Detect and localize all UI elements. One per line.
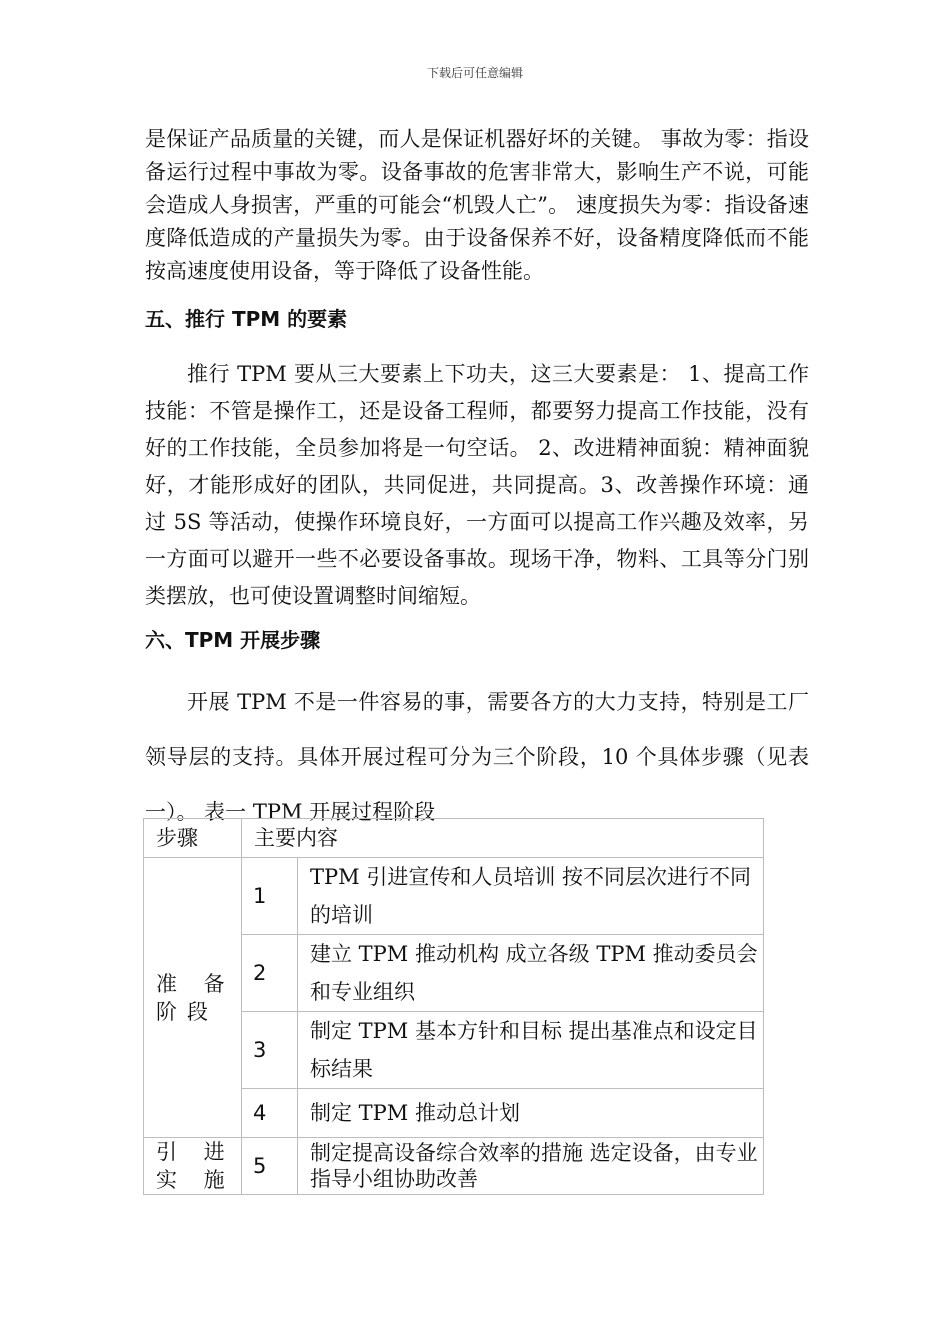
page-header-note: 下载后可任意编辑 — [426, 66, 523, 80]
header-content: 主要内容 — [242, 819, 764, 858]
intro-paragraph: 是保证产品质量的关键，而人是保证机器好坏的关键。 事故为零：指设备运行过程中事故为零。设备事故的危害非常大，影响生产不说，可能会造成人身损害，严重的可能会“机毁人亡”。 速度损失为零：指设备速度降低造成的产量损失为零。由于设备保养不好，设备精度降低而不能按高速度使用设备，等于降低了设备性能。 — [145, 127, 809, 283]
step-number: 2 — [242, 935, 298, 1012]
step-number: 3 — [242, 1012, 298, 1089]
header-step: 步骤 — [144, 819, 242, 858]
tpm-stage-table — [143, 818, 764, 1195]
stage-cell — [144, 1138, 242, 1195]
section-5-title: 五、推行 TPM 的要素 — [145, 307, 348, 331]
step-content: 制定 TPM 推动总计划 — [298, 1089, 764, 1138]
stage-cell — [144, 858, 242, 1138]
step-number: 5 — [242, 1138, 298, 1195]
step-content: 建立 TPM 推动机构 成立各级 TPM 推动委员会和专业组织 — [298, 935, 764, 1012]
stage-label: 引 进实 施 — [156, 1140, 235, 1192]
table-row — [144, 858, 764, 935]
step-number: 1 — [242, 858, 298, 935]
table-header-row — [144, 819, 764, 858]
step-content: 制定提高设备综合效率的措施 选定设备，由专业指导小组协助改善 — [298, 1138, 764, 1195]
section-6-body: 开展 TPM 不是一件容易的事，需要各方的大力支持，特别是工厂领导层的支持。具体开展过程可分为三个阶段，10 个具体步骤（见表一）。 表一 TPM 开展过程阶段 — [145, 690, 809, 824]
table-row — [144, 1138, 764, 1195]
stage-label: 准 备阶段 — [156, 971, 235, 1024]
step-content: 制定 TPM 基本方针和目标 提出基准点和设定目标结果 — [298, 1012, 764, 1089]
step-content: TPM 引进宣传和人员培训 按不同层次进行不同的培训 — [298, 858, 764, 935]
section-6-title: 六、TPM 开展步骤 — [145, 628, 321, 652]
section-5-body: 推行 TPM 要从三大要素上下功夫，这三大要素是： 1、提高工作技能：不管是操作工，还是设备工程师，都要努力提高工作技能，没有好的工作技能，全员参加将是一句空话。 2、改进精神面貌：精神面貌好，才能形成好的团队，共同促进，共同提高。3、改善操作环境：通过 5S 等活动，使操作环境良好，一方面可以提高工作兴趣及效率，另一方面可以避开一些不必要设备事故。现场干净，物料、工具等分门别类摆放，也可使设置调整时间缩短。 — [145, 362, 809, 608]
step-number: 4 — [242, 1089, 298, 1138]
